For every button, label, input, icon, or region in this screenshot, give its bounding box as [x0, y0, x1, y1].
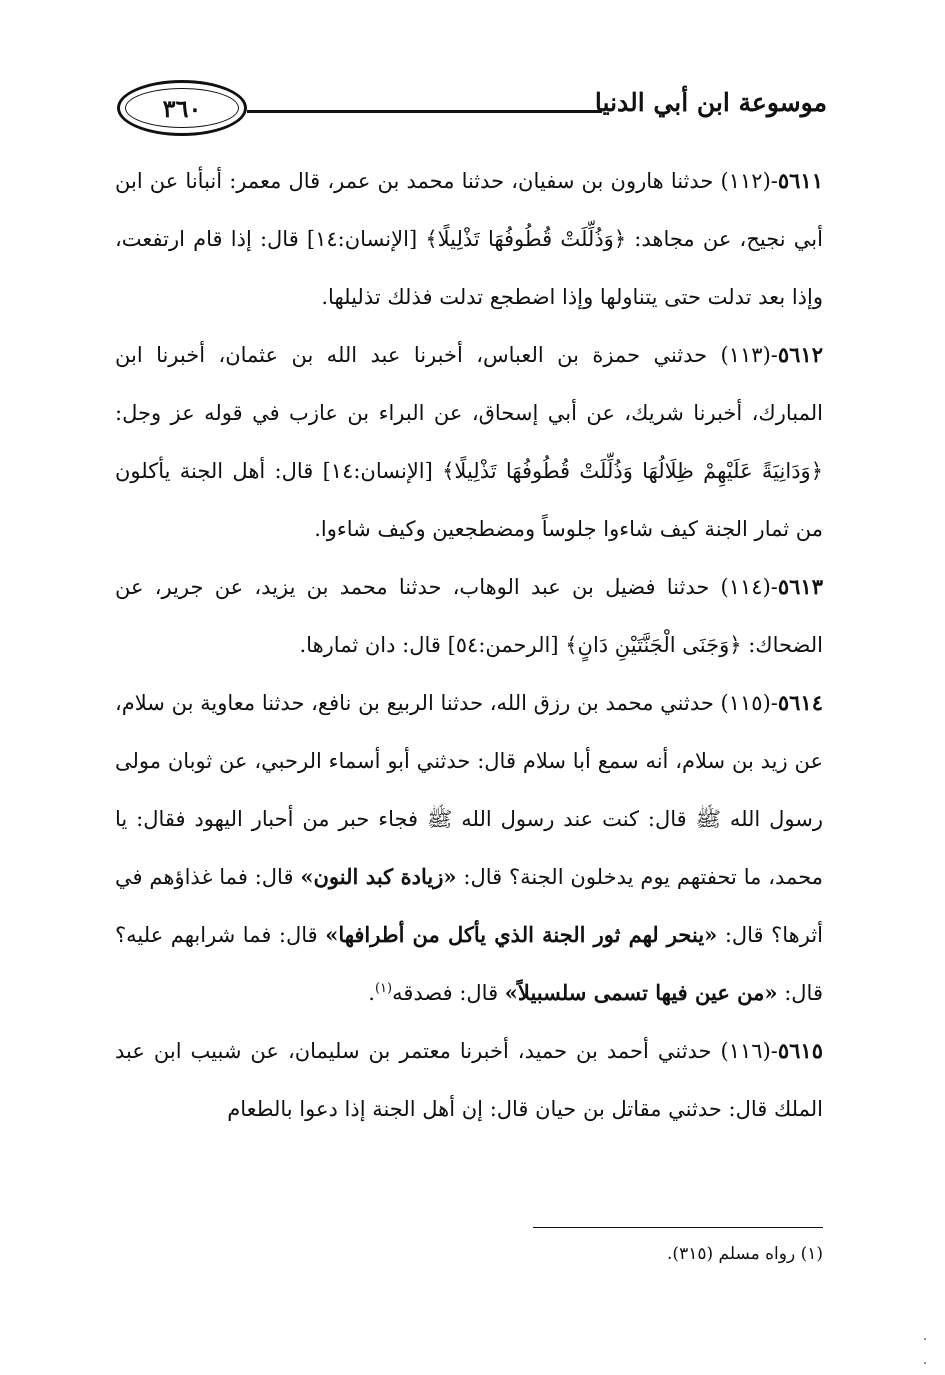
hadith-number: ٥٦١٢ — [777, 342, 823, 367]
hadith-paragraph-5614 — [115, 674, 823, 1022]
hadith-text: -(١١٦) حدثني أحمد بن حميد، أخبرنا معتمر بن سليمان، عن شبيب ابن عبد الملك قال: حدثني مقاتل بن حيان قال: إن أهل الجنة إذا دعوا بالطعام — [115, 1039, 823, 1121]
page-number-frame — [117, 80, 247, 136]
hadith-number: ٥٦١١ — [777, 168, 823, 193]
scan-speck — [924, 1338, 926, 1340]
page-header — [117, 74, 827, 144]
hadith-paragraph-5615 — [115, 1022, 823, 1138]
hadith-text: قال: فما غذاؤهم في أثرها؟ قال: — [115, 865, 823, 947]
footnote-separator — [533, 1227, 823, 1228]
body-text — [115, 152, 823, 1138]
hadith-text: -(١١٤) حدثنا فضيل بن عبد الوهاب، حدثنا محمد بن يزيد، عن جرير، عن الضحاك: ﴿وَجَنَى الْجَنَّتَيْنِ دَانٍ﴾ [الرحمن:٥٤] قال: دان ثمارها. — [115, 575, 823, 657]
sentence-end: . — [368, 981, 375, 1005]
scan-speck — [924, 1362, 926, 1364]
prophet-quote: «من عين فيها تسمى سلسبيلاً» — [504, 980, 778, 1005]
hadith-number: ٥٦١٥ — [777, 1038, 823, 1063]
hadith-paragraph-5613 — [115, 558, 823, 674]
hadith-number: ٥٦١٣ — [777, 574, 823, 599]
footnote-reference[interactable]: (١) — [374, 981, 393, 996]
hadith-text: -(١١٢) حدثنا هارون بن سفيان، حدثنا محمد بن عمر، قال معمر: أنبأنا عن ابن أبي نجيح، عن مجاهد: ﴿وَذُلِّلَتْ قُطُوفُهَا تَذْلِيلًا﴾ [الإنسان:١٤] قال: إذا قام ارتفعت، وإذا بعد تدلت حتى يتناولها وإذا اضطجع تدلت فذلك تذليلها. — [115, 169, 823, 309]
hadith-text: قال: فصدقه — [392, 981, 505, 1005]
hadith-text: -(١١٥) حدثني محمد بن رزق الله، حدثنا الربيع بن نافع، حدثنا معاوية بن سلام، عن زيد بن سلام، أنه سمع أبا سلام قال: حدثني أبو أسماء الرحبي، عن ثوبان مولى رسول الله ﷺ قال: كنت عند رسول الله ﷺ فجاء حبر من أحبار اليهود فقال: يا محمد، ما تحفتهم يوم يدخلون الجنة؟ قال: — [115, 691, 824, 889]
hadith-paragraph-5612 — [115, 326, 823, 558]
hadith-number: ٥٦١٤ — [777, 690, 823, 715]
book-title: موسوعة ابن أبي الدنيا — [594, 88, 827, 117]
page-number: ٣٦٠ — [162, 93, 202, 123]
header-rule — [247, 110, 602, 113]
prophet-quote: «ينحر لهم ثور الجنة الذي يأكل من أطرافها» — [325, 922, 718, 947]
prophet-quote: «زيادة كبد النون» — [300, 864, 457, 889]
footnote-1: (١) رواه مسلم (٣١٥). — [667, 1244, 823, 1264]
hadith-paragraph-5611 — [115, 152, 823, 326]
hadith-text: قال: فما شرابهم عليه؟ قال: — [115, 923, 823, 1005]
hadith-text: -(١١٣) حدثني حمزة بن العباس، أخبرنا عبد الله بن عثمان، أخبرنا ابن المبارك، أخبرنا شريك، عن أبي إسحاق، عن البراء بن عازب في قوله عز وجل: ﴿وَدَانِيَةً عَلَيْهِمْ ظِلَالُهَا وَذُلِّلَتْ قُطُوفُهَا تَذْلِيلًا﴾ [الإنسان:١٤] قال: أهل الجنة يأكلون من ثمار الجنة كيف شاءوا جلوساً ومضطجعين وكيف شاءوا. — [115, 343, 823, 541]
